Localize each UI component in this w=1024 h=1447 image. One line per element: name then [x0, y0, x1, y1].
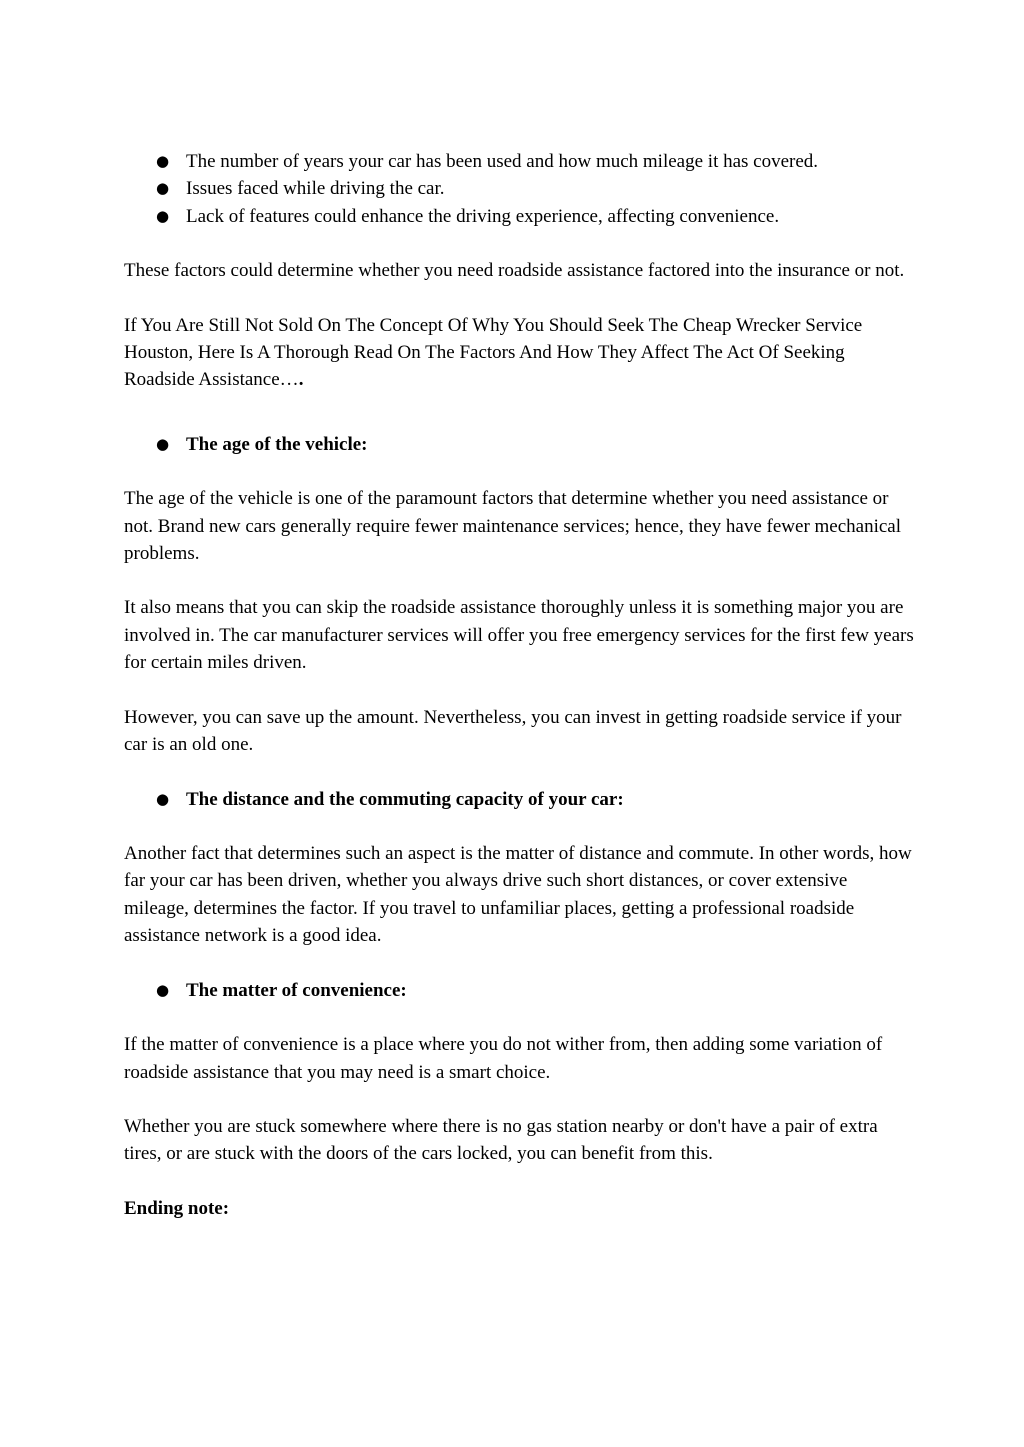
section-heading-distance: [124, 786, 914, 813]
ending-note-heading: Ending note:: [124, 1197, 230, 1219]
not-sold-text: If You Are Still Not Sold On The Concept Of Why You Should Seek The Cheap Wrecker Service Houston, Here Is A Thorough Read On The Factors And How They Affect The Act Of Seeking Roadside Assistance…: [124, 314, 863, 391]
intro-bullet-list: [124, 148, 914, 230]
convenience-paragraph-1: If the matter of convenience is a place where you do not wither from, then adding some variation of roadside assistance that you may need is a smart choice.: [124, 1034, 883, 1083]
age-paragraph-2: It also means that you can skip the roadside assistance thoroughly unless it is something major you are involved in. The car manufacturer services will offer you free emergency services for the first few years for certain miles driven.: [124, 597, 914, 674]
bullet-icon: ●: [156, 980, 170, 999]
distance-paragraph-1: Another fact that determines such an aspect is the matter of distance and commute. In other words, how far your car has been driven, whether you always drive such short distances, or cover extensive mileage, determines the factor. If you travel to unfamiliar places, getting a professional roadside assistance network is a good idea.: [124, 843, 912, 947]
list-item-text: Issues faced while driving the car.: [186, 178, 445, 200]
list-item: [124, 175, 914, 202]
bullet-icon: ●: [156, 434, 170, 453]
section-heading-convenience: [124, 977, 914, 1004]
list-item-text: Lack of features could enhance the driving experience, affecting convenience.: [186, 205, 780, 227]
bullet-icon: ●: [156, 206, 170, 225]
not-sold-end: .: [298, 369, 304, 391]
list-item-text: The number of years your car has been used and how much mileage it has covered.: [186, 151, 819, 172]
list-item: [124, 203, 914, 230]
section-heading-text: The matter of convenience:: [186, 979, 407, 1001]
convenience-paragraph-2: Whether you are stuck somewhere where there is no gas station nearby or don't have a pair of extra tires, or are stuck with the doors of the cars locked, you can benefit from this.: [124, 1116, 878, 1165]
list-item: [124, 148, 914, 175]
section-heading-age: [124, 431, 914, 458]
not-sold-paragraph: [124, 312, 914, 394]
factors-paragraph: These factors could determine whether you need roadside assistance factored into the insurance or not.: [124, 260, 905, 282]
bullet-icon: ●: [156, 152, 170, 170]
bullet-icon: ●: [156, 789, 170, 808]
bullet-icon: ●: [156, 179, 170, 198]
age-paragraph-1: The age of the vehicle is one of the paramount factors that determine whether you need assistance or not. Brand new cars generally require fewer maintenance services; hence, they have fewer mechanical problems.: [124, 488, 902, 564]
section-heading-text: The age of the vehicle:: [186, 433, 368, 455]
document-page: [124, 148, 914, 1222]
age-paragraph-3: However, you can save up the amount. Nevertheless, you can invest in getting roadside service if your car is an old one.: [124, 706, 902, 755]
section-heading-text: The distance and the commuting capacity of your car:: [186, 788, 624, 810]
